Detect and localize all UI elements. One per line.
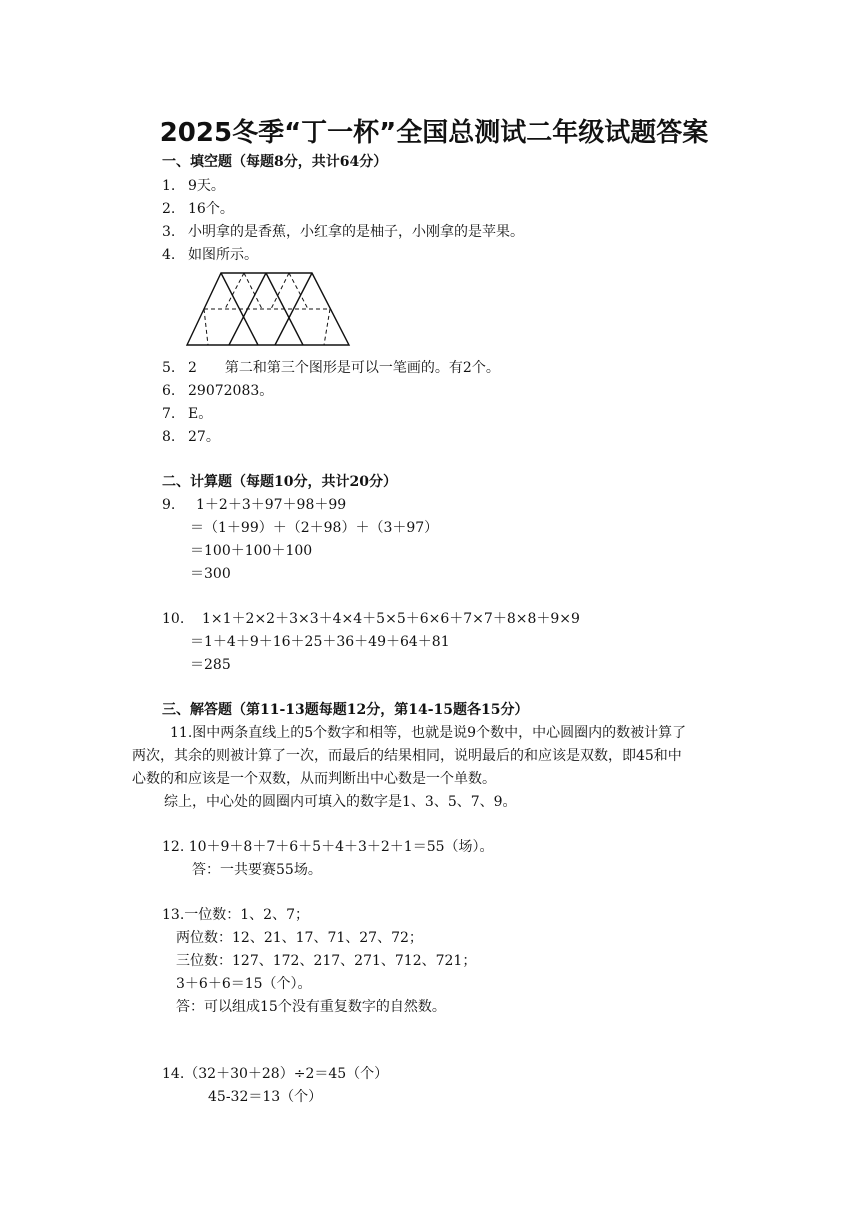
- answer-2: 16个。: [188, 201, 234, 217]
- item-number: 3.: [162, 224, 176, 240]
- q9-line: ＝300: [190, 566, 231, 582]
- item-number: 10.: [162, 611, 185, 627]
- q11-line: 综上，中心处的圆圈内可填入的数字是1、3、5、7、9。: [164, 794, 517, 810]
- q13-line: 三位数：127、172、217、271、712、721；: [176, 953, 477, 969]
- answer-7: E。: [188, 406, 213, 422]
- q13-line: 两位数：12、21、17、71、27、72；: [176, 930, 423, 946]
- q9-line: 1＋2＋3＋97＋98＋99: [196, 497, 347, 513]
- item-number: 1.: [162, 178, 176, 194]
- q11-line: 心数的和应该是一个双数，从而判断出中心数是一个单数。: [132, 771, 496, 787]
- q9-line: ＝（1＋99）＋（2＋98）＋（3＋97）: [190, 520, 439, 536]
- item-number: 4.: [162, 247, 176, 263]
- q12-line: 12. 10＋9＋8＋7＋6＋5＋4＋3＋2＋1＝55（场）。: [162, 839, 494, 855]
- item-number: 9.: [162, 497, 176, 513]
- dashed-line: [324, 309, 330, 345]
- answer-6: 29072083。: [188, 383, 274, 399]
- q10-line: ＝1＋4＋9＋16＋25＋36＋49＋64＋81: [190, 634, 450, 650]
- dashed-line: [289, 273, 308, 309]
- q11-line: 11.图中两条直线上的5个数字和相等，也就是说9个数中，中心圆圈内的数被计算了: [170, 725, 687, 741]
- solid-line: [275, 273, 312, 345]
- q14-line: 14.（32＋30＋28）÷2＝45（个）: [162, 1066, 389, 1082]
- item-number: 5.: [162, 360, 176, 376]
- dashed-line: [225, 273, 244, 309]
- q13-line: 13.一位数：1、2、7；: [162, 907, 309, 923]
- q9-line: ＝100＋100＋100: [190, 543, 313, 559]
- q13-line: 3＋6＋6＝15（个）。: [176, 976, 312, 992]
- q13-line: 答：可以组成15个没有重复数字的自然数。: [176, 999, 446, 1015]
- q10-line: 1×1＋2×2＋3×3＋4×4＋5×5＋6×6＋7×7＋8×8＋9×9: [202, 611, 580, 627]
- item-number: 7.: [162, 406, 176, 422]
- answer-4: 如图所示。: [188, 247, 258, 263]
- page-title: 2025冬季“丁一杯”全国总测试二年级试题答案: [159, 118, 709, 148]
- trapezoid-diagram: [184, 270, 354, 348]
- q11-line: 两次，其余的则被计算了一次，而最后的结果相同，说明最后的和应该是双数，即45和中: [132, 748, 682, 764]
- section2-heading: 二、计算题（每题10分，共计20分）: [162, 474, 397, 490]
- q12-line: 答：一共要赛55场。: [192, 862, 322, 878]
- dashed-line: [204, 309, 208, 345]
- answer-3: 小明拿的是香蕉，小红拿的是柚子，小刚拿的是苹果。: [188, 224, 524, 240]
- dashed-line: [271, 273, 289, 309]
- item-number: 6.: [162, 383, 176, 399]
- item-number: 2.: [162, 201, 176, 217]
- answer-8: 27。: [188, 429, 220, 445]
- item-number: 8.: [162, 429, 176, 445]
- section1-heading: 一、填空题（每题8分，共计64分）: [162, 154, 388, 170]
- section3-heading: 三、解答题（第11-13题每题12分，第14-15题各15分）: [162, 702, 529, 718]
- q14-line: 45-32＝13（个）: [208, 1089, 323, 1105]
- q10-line: ＝285: [190, 657, 231, 673]
- answer-1: 9天。: [188, 178, 225, 194]
- dashed-line: [244, 273, 262, 309]
- answer-5: 2 第二和第三个图形是可以一笔画的。有2个。: [188, 360, 500, 376]
